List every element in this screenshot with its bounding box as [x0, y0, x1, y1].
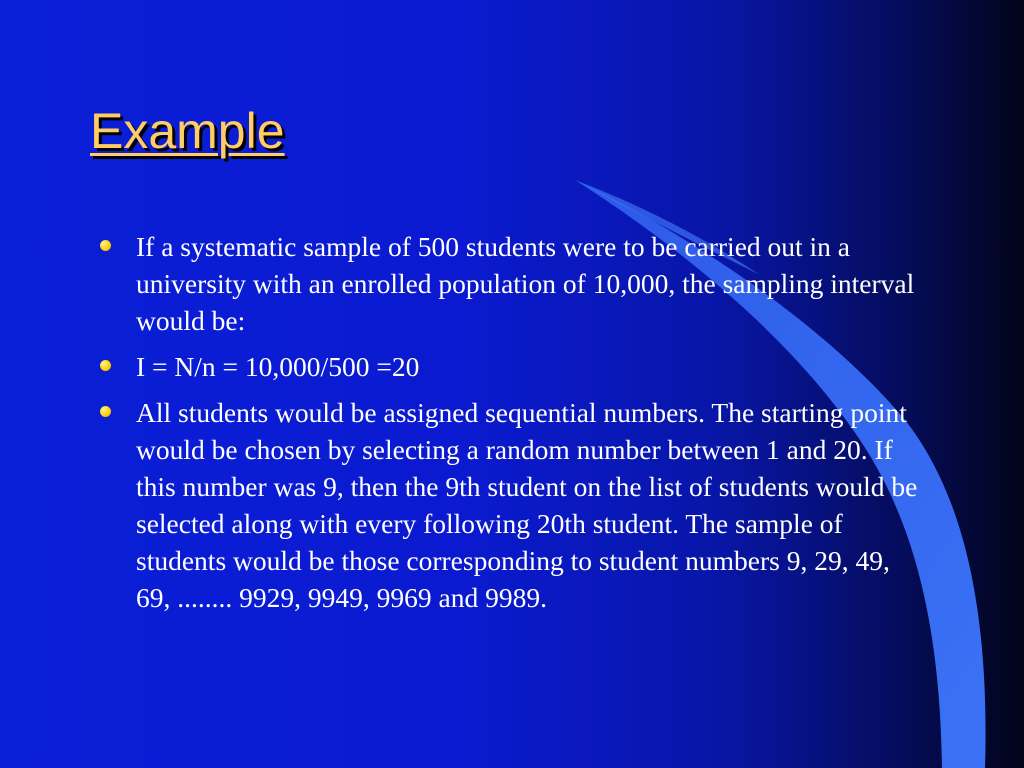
bullet-text: All students would be assigned sequential numbers. The starting point would be chosen by selecting a random number between 1 and 20. If this number was 9, then the 9th student on the list of students would be selected along with every following 20th student. The sample of students would be those corresponding to student numbers 9, 29, 49, 69, ........ 9929, 9949, 9969 and 9989. — [136, 397, 918, 613]
bullet-item — [98, 348, 928, 385]
bullet-dot-icon — [100, 360, 111, 371]
bullet-text: If a systematic sample of 500 students were to be carried out in a university with an enrolled population of 10,000, the sampling interval would be: — [136, 231, 915, 336]
bullet-list — [98, 228, 928, 625]
bullet-dot-icon — [100, 406, 111, 417]
bullet-dot-icon — [100, 240, 111, 251]
slide-title: Example — [90, 103, 285, 159]
bullet-item — [98, 228, 928, 339]
bullet-text: I = N/n = 10,000/500 =20 — [136, 351, 420, 382]
bullet-item — [98, 394, 928, 616]
